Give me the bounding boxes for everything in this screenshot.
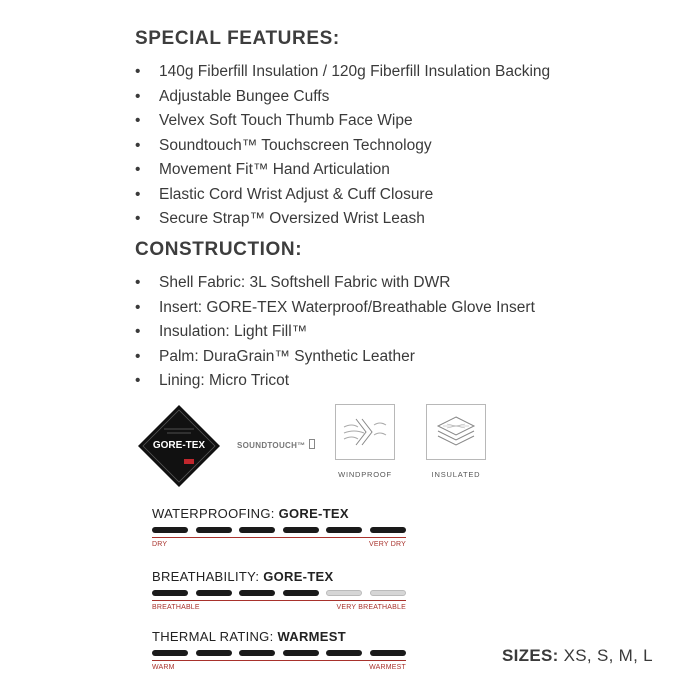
soundtouch-label: SOUNDTOUCH™ <box>237 441 306 450</box>
list-item: • Lining: Micro Tricot <box>135 369 535 394</box>
list-item: • Movement Fit™ Hand Articulation <box>135 158 550 183</box>
rating-segment <box>239 650 275 656</box>
rating-label: THERMAL RATING: <box>152 629 274 644</box>
rating-segment <box>326 650 362 656</box>
list-item: • 140g Fiberfill Insulation / 120g Fiberfill Insulation Backing <box>135 60 550 85</box>
windproof-label: WINDPROOF <box>338 470 392 479</box>
scale-min-label: DRY <box>152 541 168 548</box>
list-item: • Soundtouch™ Touchscreen Technology <box>135 134 550 159</box>
construction-list <box>135 271 535 394</box>
rating-segment <box>239 590 275 596</box>
sizes-label: SIZES: <box>502 646 559 665</box>
rating-segment <box>326 590 362 596</box>
list-item: • Velvex Soft Touch Thumb Face Wipe <box>135 109 550 134</box>
special-features-list <box>135 60 550 232</box>
rating-segment <box>283 527 319 533</box>
rating-value: WARMEST <box>277 629 346 644</box>
rating-bar <box>152 590 406 596</box>
goretex-badge-icon <box>137 404 221 488</box>
breathability-rating <box>152 569 406 614</box>
rating-value: GORE-TEX <box>263 569 334 584</box>
insulated-icon <box>426 404 486 460</box>
list-item: • Insert: GORE-TEX Waterproof/Breathable Glove Insert <box>135 296 535 321</box>
list-item: • Adjustable Bungee Cuffs <box>135 85 550 110</box>
rating-segment <box>152 650 188 656</box>
scale-line <box>152 660 406 661</box>
scale-line <box>152 537 406 538</box>
rating-segment <box>152 527 188 533</box>
list-item: • Secure Strap™ Oversized Wrist Leash <box>135 207 550 232</box>
windproof-icon <box>335 404 395 460</box>
soundtouch-logo <box>237 439 315 450</box>
scale-max-label: VERY BREATHABLE <box>336 604 406 611</box>
rating-segment <box>370 527 406 533</box>
waterproofing-rating <box>152 506 406 551</box>
thermal-rating <box>152 629 406 674</box>
rating-segment <box>196 527 232 533</box>
rating-segment <box>196 650 232 656</box>
goretex-logo-text: GORE-TEX <box>152 440 206 451</box>
construction-heading: CONSTRUCTION: <box>135 239 303 260</box>
scale-max-label: VERY DRY <box>368 541 406 548</box>
rating-value: GORE-TEX <box>278 506 349 521</box>
rating-bar <box>152 527 406 533</box>
goretex-logo <box>137 404 221 488</box>
sizes-values: XS, S, M, L <box>563 646 653 665</box>
rating-segment <box>326 527 362 533</box>
rating-segment <box>283 590 319 596</box>
list-item: • Palm: DuraGrain™ Synthetic Leather <box>135 345 535 370</box>
scale-line <box>152 600 406 601</box>
scale-min-label: WARM <box>152 664 175 671</box>
rating-segment <box>196 590 232 596</box>
rating-segment <box>152 590 188 596</box>
sizes-line <box>502 646 653 666</box>
rating-label: WATERPROOFING: <box>152 506 275 521</box>
list-item: • Elastic Cord Wrist Adjust & Cuff Closure <box>135 183 550 208</box>
list-item: • Shell Fabric: 3L Softshell Fabric with DWR <box>135 271 535 296</box>
list-item: • Insulation: Light Fill™ <box>135 320 535 345</box>
scale-max-label: WARMEST <box>369 664 406 671</box>
rating-bar <box>152 650 406 656</box>
rating-label: BREATHABILITY: <box>152 569 260 584</box>
rating-segment <box>370 650 406 656</box>
rating-segment <box>239 527 275 533</box>
rating-segment <box>370 590 406 596</box>
scale-min-label: BREATHABLE <box>152 604 200 611</box>
special-features-heading: SPECIAL FEATURES: <box>135 28 340 49</box>
rating-segment <box>283 650 319 656</box>
insulated-label: INSULATED <box>431 470 481 479</box>
phone-icon <box>309 439 315 449</box>
